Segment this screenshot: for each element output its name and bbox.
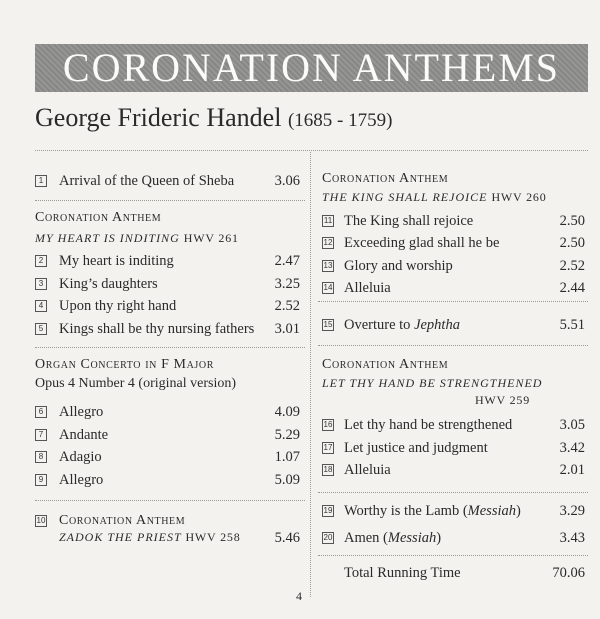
track-title: Adagio [59, 449, 102, 465]
divider-left-1 [35, 200, 305, 201]
track-title [344, 528, 441, 548]
album-title: CORONATION ANTHEMS [62, 45, 561, 90]
anthem-title: LET THY HAND BE STRENGTHENED [322, 376, 543, 390]
track-number-box: 19 [323, 506, 333, 515]
track-time: 2.44 [559, 280, 585, 296]
track-number-box: 4 [35, 300, 47, 312]
track-time: 5.09 [274, 472, 300, 488]
track-time: 3.01 [274, 321, 300, 337]
track-number-box: 9 [35, 474, 47, 486]
track-row [35, 171, 300, 193]
track-number-box: 12 [323, 238, 333, 247]
hwv-number-line [0, 393, 530, 408]
track-title: Arrival of the Queen of Sheba [59, 173, 235, 189]
track-number-box: 10 [36, 516, 46, 525]
track-number-box: 18 [323, 465, 333, 474]
track-row [35, 296, 300, 318]
total-row [322, 563, 585, 585]
track-title: Allegro [59, 404, 104, 420]
anthem-title: THE KING SHALL REJOICE [322, 190, 488, 204]
hwv-number: HWV 258 [185, 530, 241, 544]
title-suffix: ) [436, 530, 442, 546]
track-number-box: 15 [323, 320, 333, 329]
page-number: 4 [296, 589, 302, 603]
divider-right-3 [318, 492, 588, 493]
title-italic: Messiah [467, 503, 517, 519]
track-number-box: 2 [35, 255, 47, 267]
title-italic: Messiah [387, 530, 437, 546]
title-italic: Jephtha [414, 317, 460, 333]
track-row [322, 415, 585, 437]
track-time: 4.09 [274, 404, 300, 420]
track-row [35, 425, 300, 447]
track-time: 3.05 [559, 417, 585, 433]
composer-years: (1685 - 1759) [287, 110, 393, 131]
track-time: 3.43 [559, 530, 585, 546]
track-time: 5.29 [274, 427, 300, 443]
title-text: Worthy is the Lamb ( [344, 503, 468, 519]
track-time: 5.46 [274, 530, 300, 546]
divider-left-3 [35, 500, 305, 501]
track-time: 5.51 [559, 317, 585, 333]
track-title: Let thy hand be strengthened [344, 417, 513, 433]
track-row [322, 501, 585, 523]
track-time: 2.52 [559, 258, 585, 274]
track-row [35, 470, 300, 492]
section-heading: Coronation Anthem [59, 513, 186, 528]
title-suffix: ) [516, 503, 521, 519]
section-heading: Coronation Anthem [322, 171, 449, 186]
section-subtitle [35, 231, 239, 246]
track-title: Alleluia [344, 280, 391, 296]
divider-top [35, 150, 588, 151]
hwv-number: HWV 261 [183, 231, 239, 245]
section-subtitle: Opus 4 Number 4 (original version) [35, 376, 237, 391]
track-number-box: 16 [323, 420, 333, 429]
track-time: 2.47 [274, 253, 300, 269]
anthem-title: MY HEART IS INDITING [35, 231, 180, 245]
track-title: Upon thy right hand [59, 298, 177, 314]
track-row [322, 528, 585, 550]
track-time: 2.50 [559, 235, 585, 251]
track-row [35, 251, 300, 273]
track-title: My heart is inditing [59, 253, 174, 269]
track-row [322, 211, 585, 233]
track-title: King’s daughters [59, 276, 158, 292]
track-time: 2.50 [559, 213, 585, 229]
track-row [35, 447, 300, 469]
track-number-box: 17 [323, 443, 333, 452]
section-heading: Coronation Anthem [35, 210, 162, 225]
track-number-box: 3 [35, 278, 47, 290]
track-title [344, 501, 521, 521]
track-number-box: 7 [35, 429, 47, 441]
track-number-box: 8 [35, 451, 47, 463]
track-number-box: 1 [35, 175, 47, 187]
track-number-box: 5 [35, 323, 47, 335]
section-subtitle [322, 190, 547, 205]
track-row [322, 278, 585, 300]
track-row [322, 315, 585, 337]
column-divider [310, 152, 311, 597]
track-title: Alleluia [344, 462, 391, 478]
divider-right-1 [318, 301, 588, 302]
track-row [322, 233, 585, 255]
title-text: Amen ( [344, 530, 388, 546]
composer-line [35, 103, 392, 136]
track-title: Glory and worship [344, 258, 453, 274]
track-title: The King shall rejoice [344, 213, 474, 229]
track-time: 2.52 [274, 298, 300, 314]
track-time: 3.06 [274, 173, 300, 189]
track-row [322, 438, 585, 460]
divider-left-2 [35, 347, 305, 348]
track-title: Allegro [59, 472, 104, 488]
track-row [35, 274, 300, 296]
track-number-box: 11 [323, 216, 333, 225]
track-time: 3.42 [559, 440, 585, 456]
section-subtitle [59, 530, 241, 545]
track-number-box: 6 [35, 406, 47, 418]
track-number-box: 20 [323, 533, 333, 542]
divider-right-4 [318, 555, 588, 556]
section-heading: Coronation Anthem [322, 357, 449, 372]
hwv-number: HWV 259 [474, 393, 530, 407]
total-time: 70.06 [552, 565, 585, 581]
track-time: 1.07 [274, 449, 300, 465]
track-title: Kings shall be thy nursing fathers [59, 321, 255, 337]
track-row [322, 460, 585, 482]
track-title: Exceeding glad shall he be [344, 235, 500, 251]
divider-right-2 [318, 345, 588, 346]
track-time: 3.25 [274, 276, 300, 292]
track-row [35, 319, 300, 341]
title-banner [35, 44, 588, 92]
composer-name: George Frideric Handel [35, 103, 282, 132]
track-time: 3.29 [559, 503, 585, 519]
title-text: Overture to [344, 317, 415, 333]
section-heading: Organ Concerto in F Major [35, 357, 215, 372]
track-time: 2.01 [559, 462, 585, 478]
track-title: Andante [59, 427, 109, 443]
track-row [35, 528, 300, 550]
track-row [322, 256, 585, 278]
total-label: Total Running Time [344, 565, 461, 581]
track-title: Let justice and judgment [344, 440, 488, 456]
track-title [344, 315, 460, 335]
track-number-box: 13 [323, 261, 333, 270]
track-number-box: 14 [323, 283, 333, 292]
hwv-number: HWV 260 [491, 190, 547, 204]
anthem-title: ZADOK THE PRIEST [59, 530, 182, 544]
